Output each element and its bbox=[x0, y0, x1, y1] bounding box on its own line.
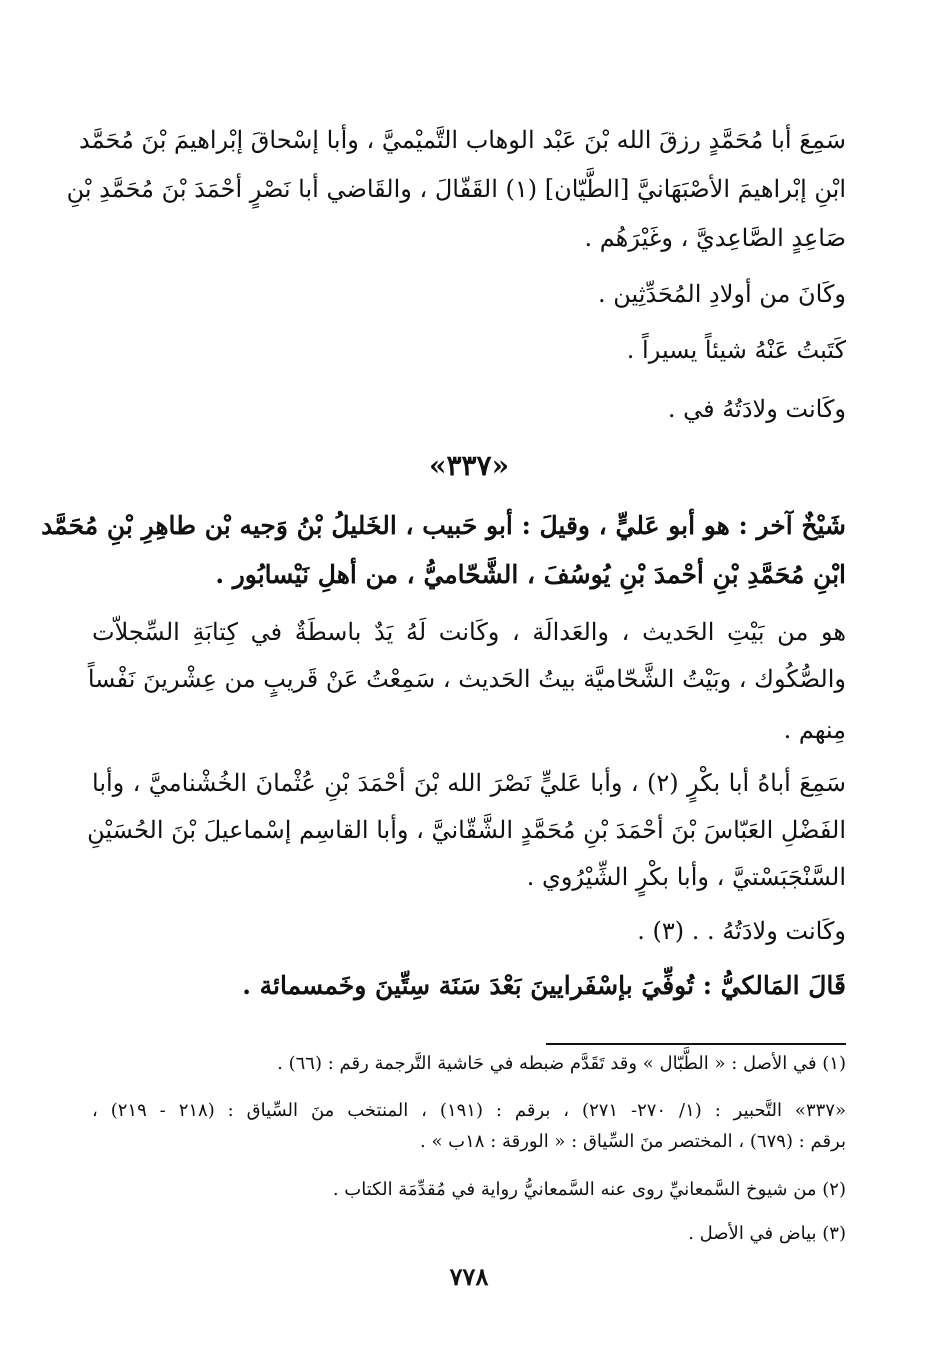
footnote: برقم : (٦٧٩) ، المختصر منَ السِّياق : « الورقة : ١٨ب » . bbox=[420, 1131, 846, 1152]
body-line: سَمِعَ أباهُ أبا بكْرٍ (٢) ، وأبا عَليٍّ نَصْرَ الله بْنَ أحْمَدَ بْنِ عُثْمانَ الخُشْناميَّ ، وأبا bbox=[92, 769, 846, 797]
body-line: وكَانَ من أولادِ المُحَدِّثِين . bbox=[598, 280, 846, 308]
body-line: سَمِعَ أبا مُحَمَّدٍ رزقَ الله بْنَ عَبْد الوهاب التَّميْميَّ ، وأبا إسْحاقَ إبْراهيمَ بْنَ مُحَمَّد bbox=[78, 126, 846, 154]
footnote: (١) في الأصل : « الطَّبّال » وقد تَقَدَّم ضبطه في حَاشية التَّرجمة رقم : (٦٦) . bbox=[277, 1053, 846, 1074]
page-number: ٧٧٨ bbox=[449, 1262, 489, 1291]
footnote: (٢) من شيوخ السَّمعانيِّ روى عنه السَّمعانيُّ رواية في مُقدِّمَة الكتاب . bbox=[332, 1179, 846, 1200]
body-line: السَّنْجَبَسْتيَّ ، وأبا بكْرٍ الشِّيْرُوي . bbox=[526, 863, 846, 891]
body-line: وكَانت ولادَتُهُ في . bbox=[667, 395, 846, 423]
footnote: «٣٣٧» التَّحبير : (١/ ٢٧٠- ٢٧١) ، برقم : (١٩١) ، المنتخب منَ السِّياق : (٢١٨ - ٢١٩) ، bbox=[92, 1100, 846, 1121]
footnote-separator bbox=[546, 1043, 846, 1045]
body-line: هو من بَيْتِ الحَديث ، والعَدالَة ، وكَانت لَهُ يَدٌ باسطَةٌ في كِتابَةِ السِّجلاّت bbox=[92, 618, 847, 646]
body-line: مِنهم . bbox=[783, 716, 846, 744]
body-line: قَالَ المَالكيُّ : تُوفِّيَ بإسْفَرايينَ بَعْدَ سَنَة سِتِّينَ وخَمسمائة . bbox=[242, 971, 846, 1000]
body-line: صَاعِدٍ الصَّاعِديَّ ، وغَيْرَهُم . bbox=[584, 224, 846, 252]
footnote: (٣) بياض في الأصل . bbox=[688, 1223, 846, 1244]
entry-number-heading: «٣٣٧» bbox=[428, 449, 510, 482]
body-line: كَتَبتُ عَنْهُ شيئاً يسيراً . bbox=[626, 336, 846, 364]
entry-title-line: شَيْخٌ آخر : هو أبو عَليٍّ ، وقيلَ : أبو حَبيب ، الخَليلُ بْنُ وَجيه بْن طاهِرِ بْنِ مُحَمَّد bbox=[41, 511, 846, 540]
body-line: الفَضْلِ العَبّاسَ بْنَ أحْمَدَ بْنِ مُحَمَّدٍ الشَّقّانيَّ ، وأبا القاسِم إسْماعيلَ بْنَ الحُسَيْنِ bbox=[87, 816, 846, 844]
body-line: والصُّكُوك ، وبَيْتُ الشَّحّاميَّة بيتُ الحَديث ، سَمِعْتُ عَنْ قَريبٍ من عِشْرينَ نَفْساً bbox=[87, 665, 846, 693]
body-line: ابْنِ إبْراهيمَ الأصْبَهَانيَّ [الطَّيّان] (١) القَفّالَ ، والقَاضي أبا نَصْرٍ أحْمَدَ بْنَ مُحَمَّدِ بْنِ bbox=[66, 175, 846, 203]
body-line: وكَانت ولادَتُهُ . . (٣) . bbox=[637, 917, 846, 945]
entry-title-line: ابْنِ مُحَمَّدِ بْنِ أحْمدَ بْنِ يُوسُفَ ، الشَّحّاميُّ ، من أهلِ نَيْسابُور . bbox=[215, 560, 846, 589]
